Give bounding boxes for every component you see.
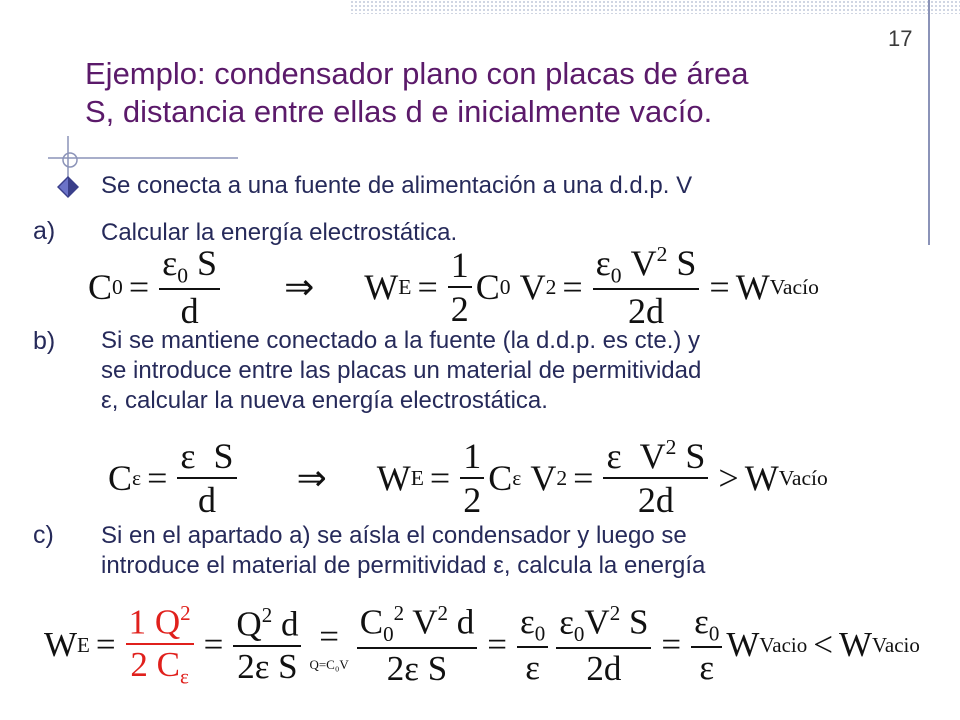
part-b-letter: b) bbox=[33, 327, 56, 355]
dotted-header-band bbox=[350, 0, 960, 14]
title-line-2: S, distancia entre ellas d e inicialmente vacío. bbox=[85, 94, 713, 129]
part-b-text: Si se mantiene conectado a la fuente (la d.d.p. es cte.) y se introduce entre las placas un material de permitividad ε, calcular la nueva energía electrostática. bbox=[101, 327, 702, 414]
formula-c: W E = $\frac{1 Q^2}{2 C_\varepsilon}$ = $\frac{Q^2 d}{\text{2ε S}}$ = Q=C₀V $\frac{C_0^2 V^2 d}{\text{2ε S}}$ = $\frac{\varepsilon_0}{\varepsilon}$ $\frac{\varepsilon_0V^2 S}{2d}$ = $\frac{\varepsilon_0}{\varepsilon}$ W Vacio < W Vacio bbox=[44, 601, 920, 688]
formula-a: C 0 = $\frac{\varepsilon_0 S}{d}$ ⇒ W E = $\frac{1}{2}$ C 0 V 2 = $\frac{\varepsilon_0 V^2 S}{2d}$ = W Vacío bbox=[88, 241, 819, 332]
bullet-text: Se conecta a una fuente de alimentación a una d.d.p. V bbox=[101, 172, 693, 199]
vertical-decor-line bbox=[928, 0, 930, 245]
formula-b: C ε = $\frac{\text{ε S}}{d}$ ⇒ W E = $\frac{1}{2}$ C ε V 2 = $\frac{\varepsilon V^2 S}{2d}$ > W Vacío bbox=[108, 434, 828, 521]
diamond-bullet-icon bbox=[56, 175, 80, 199]
slide-title bbox=[85, 55, 905, 131]
part-a-text: Calcular la energía electrostática. bbox=[101, 219, 458, 246]
part-c-text: Si en el apartado a) se aísla el condensador y luego se introduce el material de permitividad ε, calcula la energía bbox=[101, 522, 706, 579]
part-c-letter: c) bbox=[33, 521, 54, 549]
slide-number: 17 bbox=[888, 26, 913, 51]
title-line-1: Ejemplo: condensador plano con placas de área bbox=[85, 56, 749, 91]
part-a-letter: a) bbox=[33, 217, 56, 245]
